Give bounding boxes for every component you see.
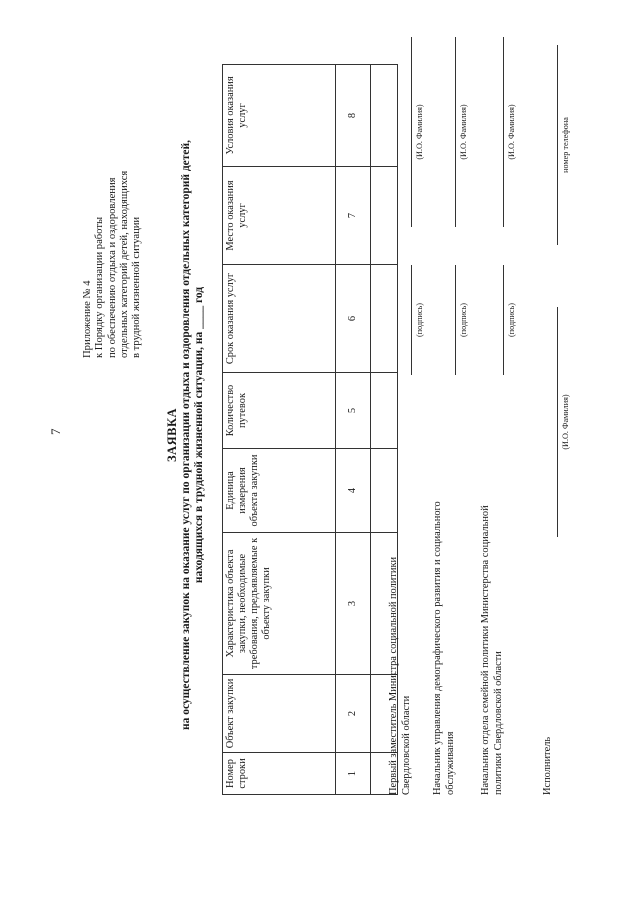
appendix-line: Приложение № 4	[82, 280, 93, 358]
column-number: 2	[336, 675, 371, 753]
col-header-row-number: Номер строки	[223, 753, 336, 795]
name-caption: (И.О. Фамилия)	[507, 104, 516, 160]
table-number-row	[336, 65, 371, 795]
executor-block	[540, 15, 580, 795]
signature-caption: (подпись)	[459, 303, 468, 337]
col-header-unit: Единица измерения объекта закупки	[223, 449, 336, 533]
signer-title: Начальник управления демографического развития и социального обслуживания	[432, 501, 456, 795]
col-header-characteristics: Характеристика объекта закупки, необходимые требования, предъявляемые к объекту закупки	[223, 533, 336, 675]
signature-caption: (подпись)	[507, 303, 516, 337]
title-line-2: находящихся в трудной жизненной ситуации, на ____ год	[193, 286, 205, 584]
appendix-note	[82, 58, 143, 358]
column-number: 3	[336, 533, 371, 675]
name-line	[411, 37, 412, 227]
page-number: 7	[48, 428, 63, 435]
name-caption: (И.О. Фамилия)	[415, 104, 424, 160]
name-line	[503, 37, 504, 227]
col-header-term: Срок оказания услуг	[223, 265, 336, 373]
appendix-line: в трудной жизненной ситуации	[131, 216, 143, 358]
table-header-row	[223, 65, 336, 795]
col-header-object: Объект закупки	[223, 675, 336, 753]
column-number: 6	[336, 265, 371, 373]
column-number: 4	[336, 449, 371, 533]
signature-line	[411, 265, 412, 375]
executor-title: Исполнитель	[542, 736, 553, 795]
signer-title: Первый заместитель Министра социальной политики Свердловской области	[388, 556, 412, 795]
signature-line	[455, 265, 456, 375]
document-title	[166, 115, 206, 755]
column-number: 5	[336, 373, 371, 449]
col-header-quantity: Количество путевок	[223, 373, 336, 449]
name-line	[455, 37, 456, 227]
col-header-conditions: Условия оказания услуг	[223, 65, 336, 167]
request-table	[222, 64, 398, 795]
signature-block-deputy-minister	[388, 15, 432, 795]
col-header-place: Место оказания услуг	[223, 167, 336, 265]
executor-phone-caption: номер телефона	[561, 117, 570, 173]
title-line-1: на осуществление закупок на оказание услуг по организации отдыха и оздоровления отдельных категорий детей,	[180, 139, 192, 731]
column-number: 8	[336, 65, 371, 167]
signature-line	[503, 265, 504, 375]
executor-name-caption: (И.О. Фамилия)	[561, 394, 570, 450]
column-number: 7	[336, 167, 371, 265]
signature-block-family-policy-head	[480, 15, 524, 795]
signer-title: Начальник отдела семейной политики Министерства социальной политики Свердловской области	[480, 505, 504, 795]
appendix-line: отдельных категорий детей, находящихся	[118, 170, 130, 358]
signature-block-department-head	[432, 15, 476, 795]
title-main: ЗАЯВКА	[165, 407, 179, 463]
appendix-line: к Порядку организации работы	[94, 216, 106, 358]
name-caption: (И.О. Фамилия)	[459, 104, 468, 160]
executor-phone-line	[557, 45, 558, 245]
column-number: 1	[336, 753, 371, 795]
appendix-line: по обеспечению отдыха и оздоровления	[106, 177, 118, 358]
executor-name-line	[557, 307, 558, 537]
signature-caption: (подпись)	[415, 303, 424, 337]
